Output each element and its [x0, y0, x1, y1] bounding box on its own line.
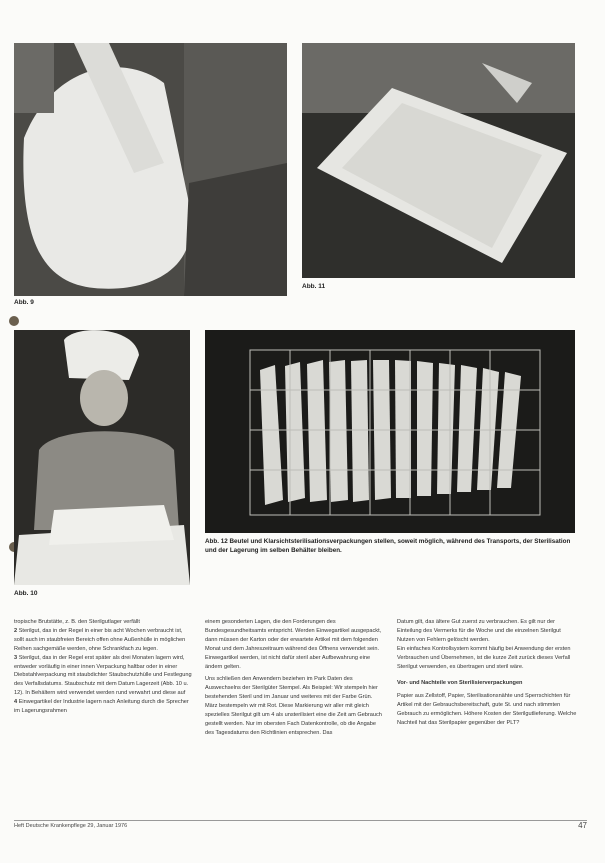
fig12-caption: Abb. 12 Beutel und Klarsichtsterilisationsverpackungen stellen, soweit möglich, während des Transports, der Sterilisation und der Lagerung im selben Behälter bleiben.	[205, 538, 571, 554]
text-column-middle	[205, 618, 385, 738]
paragraph: Datum gilt, das ältere Gut zuerst zu verbrauchen. Es gilt nur der Einteilung des Vermerks für die Woche und die einzelnen Sterilgut Nutzen von Fehlern gelöscht werden.	[397, 619, 561, 643]
list-number: 3	[14, 654, 18, 661]
text-column-right	[397, 618, 577, 728]
section-heading: Vor- und Nachteile von Sterilisierverpackungen	[397, 680, 523, 687]
photo-fig10	[14, 330, 190, 585]
photo-fig9	[14, 43, 287, 296]
page-number: 47	[578, 821, 587, 830]
photo-fig11	[302, 43, 575, 278]
list-item	[14, 654, 192, 699]
paragraph: Uns schließen den Anwendern beziehen im Park Daten des Auswechselns der Sterilgüter Stempel. Als Beispiel: Wir stempeln hier bestehenden Steril und im Januar und weiteres mit der Farbe Grün. März bestempeln wir mit Rot. Diese Markierung wir aller mit gleich spezielles Sterilgut gilt um 4 als unsterilisiert eine die Zeit am Gebrauch gestellt werden. Nur im obersten Fach Datenkontrolle, ob die Angabe des Tagesdatums den Richtlinien entsprechen. Das	[205, 676, 382, 736]
footer-citation: Heft Deutsche Krankenpflege 29, Januar 1976	[14, 823, 128, 829]
text-column-left	[14, 618, 192, 716]
list-number: 2	[14, 627, 18, 634]
list-text: Einwegartikel der Industrie lagern nach Anleitung durch die Sprecher im Lagerungsrahmen	[14, 699, 189, 715]
footer-rule	[14, 820, 587, 821]
fig10-label: Abb. 10	[14, 590, 38, 597]
fig11-label: Abb. 11	[302, 283, 326, 290]
paragraph: Papier aus Zellstoff, Papier, Sterilisationsnähte und Sperrschichten für Artikel mit der Gebrauchsbereitschaft, gute St. und nach stimmten Gebrauch zu ermöglichen. Höhere Kosten der Sterilgutlieferung. Welche Nachteil hat das Sterilpapier gegenüber der PLT?	[397, 693, 577, 727]
photo-fig12	[205, 330, 575, 533]
list-text: Sterilgut, das in der Regel erst später als drei Monaten lagern wird, entweder vorläufig in einer innen Verpackung haltbar oder in einer Diebstahlverpackung mit staubdichter Staubschutzhülle und Festlegung des Verfallsdatums. Staubschutz mit dem Datum Lagerzeit (Abb. 10 u. 12). In Behältern wird verwendet werden rund verwahrt und diese auf	[14, 654, 192, 697]
list-number: 4	[14, 699, 18, 706]
paragraph: Ein einfaches Kontrollsystem kommt häufig bei Anwendung der ersten Verbrauchen und Übernehmen, ist die kurze Zeit zurück dieses Verfall Sterilgut verwenden, es übertragen und steril wäre.	[397, 645, 571, 670]
paragraph: tropische Brutstätte, z. B. den Sterilgutlager verfällt	[14, 619, 140, 625]
list-item	[14, 698, 192, 716]
paragraph: einem gesonderten Lagen, die den Forderungen des Bundesgesundheitsamts entspricht. Werden Einwegartikel ausgepackt, dann müssen der Karton oder der erwartete Artikel mit dem folgenden Monat und dem Jahreszeitraum während des Öffnens verwendet sein. Einwegartikel werden, ist nicht dafür steril aber Aufbewahrung eine ändern gelten.	[205, 619, 382, 670]
fig9-label: Abb. 9	[14, 299, 34, 306]
list-item	[14, 627, 192, 654]
list-text: Sterilgut, das in der Regel in einer bis acht Wochen verbraucht ist, sollt auch im staubfreien Bereich offen ohne Außenhülle in möglichen Reihen sachgemäße werden, ohne Schrankfach zu legen.	[14, 627, 186, 652]
punch-hole	[9, 316, 19, 326]
